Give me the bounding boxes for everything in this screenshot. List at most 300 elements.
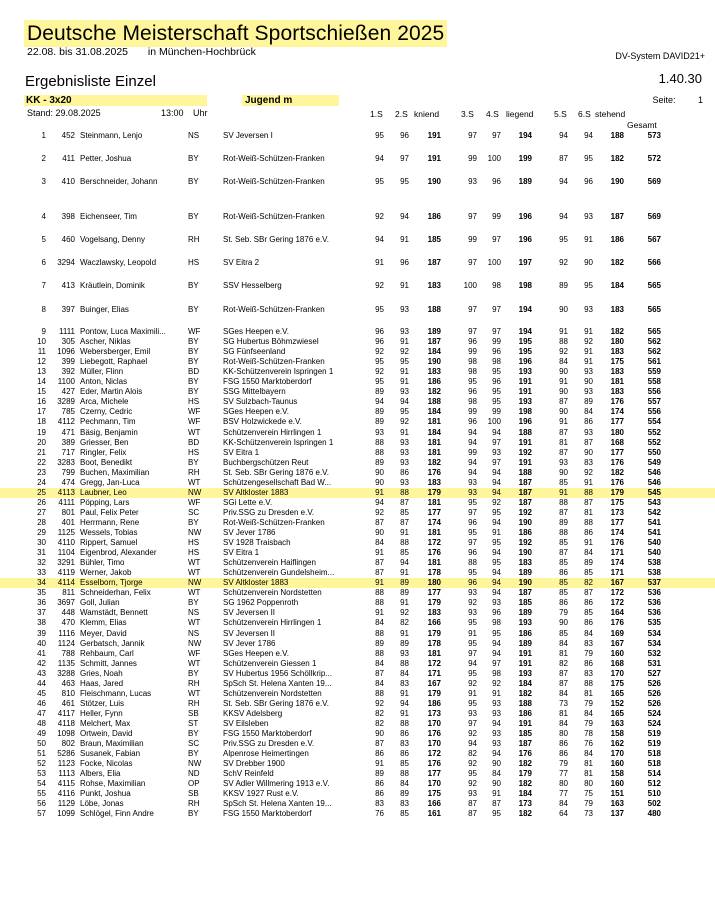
score-cell: 165 [610,688,624,698]
col-header-gesamt: Gesamt [627,120,657,130]
score-cell: 82 [468,749,477,759]
score-cell: 94 [468,427,477,437]
name-cell: Schneiderhan, Felix [80,588,151,598]
club-cell: SchV Reinfeld [223,769,274,779]
score-cell: 569 [647,212,661,221]
state-cell: BY [188,457,199,467]
score-cell: 177 [427,769,441,779]
score-cell: 186 [427,212,441,221]
score-cell: 94 [468,739,477,749]
score-cell: 177 [610,517,624,527]
score-cell: 75 [584,789,593,799]
table-row [0,488,715,498]
rank-cell: 54 [37,779,46,789]
score-cell: 87 [375,558,384,568]
score-cell: 88 [400,718,409,728]
score-cell: 91 [468,688,477,698]
score-cell: 94 [492,578,501,588]
score-cell: 97 [400,154,409,163]
score-cell: 92 [584,467,593,477]
score-cell: 92 [400,608,409,618]
start-number-cell: 802 [61,739,75,749]
start-number-cell: 3283 [57,457,75,467]
score-cell: 97 [492,437,501,447]
table-row [0,598,715,608]
start-number-cell: 1098 [57,729,75,738]
rank-cell: 11 [37,347,46,357]
rank-cell: 13 [37,367,46,377]
score-cell: 192 [518,447,532,457]
name-cell: Susanek, Fabian [80,749,141,759]
state-cell: SB [188,708,199,718]
state-cell: BY [188,347,199,357]
score-cell: 172 [427,658,441,668]
score-cell: 185 [518,598,532,608]
score-cell: 92 [375,507,384,517]
score-cell: 94 [492,467,501,477]
score-cell: 161 [427,809,441,819]
score-cell: 190 [518,548,532,558]
score-cell: 93 [492,739,501,749]
score-cell: 540 [647,538,661,548]
score-cell: 181 [427,558,441,568]
state-cell: HS [188,258,200,267]
score-cell: 182 [518,688,532,698]
score-cell: 84 [584,628,593,638]
score-cell: 94 [559,212,568,221]
rank-cell: 27 [37,507,46,517]
score-cell: 167 [610,578,624,588]
score-cell: 171 [610,568,624,578]
score-cell: 91 [492,688,501,698]
score-cell: 137 [610,809,624,819]
score-cell: 84 [584,708,593,718]
score-cell: 182 [518,809,532,819]
start-number-cell: 801 [61,507,75,517]
score-cell: 171 [610,548,624,558]
start-number-cell: 470 [61,618,75,628]
score-cell: 91 [375,548,384,558]
score-cell: 480 [647,809,661,819]
table-row [0,212,715,222]
score-cell: 94 [584,131,593,140]
score-cell: 512 [647,779,661,789]
name-cell: Meyer, David [80,628,127,638]
score-cell: 99 [468,447,477,457]
score-cell: 192 [518,538,532,548]
state-cell: BY [188,809,199,819]
name-cell: Schlögel, Finn Andre [80,809,154,819]
score-cell: 190 [610,177,624,186]
club-cell: St. Seb. SBr Gering 1876 e.V. [223,698,329,708]
score-cell: 86 [584,658,593,668]
score-cell: 85 [559,477,568,487]
score-cell: 93 [584,427,593,437]
club-cell: Schützenverein Hirrlingen 1 [223,427,322,437]
name-cell: Petter, Joshua [80,154,132,163]
score-cell: 189 [518,177,532,186]
start-number-cell: 4119 [57,568,75,578]
name-cell: Klemm, Elias [80,618,127,628]
score-cell: 81 [584,507,593,517]
score-cell: 186 [518,528,532,537]
rank-cell: 35 [37,588,46,598]
score-cell: 546 [647,477,661,487]
score-cell: 188 [427,397,441,407]
score-cell: 94 [400,558,409,568]
score-cell: 93 [400,327,409,336]
score-cell: 81 [559,437,568,447]
start-number-cell: 3294 [57,258,75,267]
score-cell: 170 [427,739,441,749]
score-cell: 91 [375,258,384,267]
name-cell: Griesser, Ben [80,437,129,447]
rank-cell: 42 [37,658,46,668]
score-cell: 88 [559,497,568,507]
club-cell: St. Seb. SBr Gering 1876 e.V. [223,467,329,477]
score-cell: 187 [518,739,532,749]
score-cell: 91 [375,608,384,618]
name-cell: Melchert, Max [80,718,131,728]
name-cell: Vogelsang, Denny [80,235,145,244]
score-cell: 198 [518,281,532,290]
score-cell: 94 [492,588,501,598]
event-dates: 22.08. bis 31.08.2025 [27,46,129,58]
score-cell: 79 [584,799,593,809]
score-cell: 181 [427,447,441,457]
start-number-cell: 1135 [57,658,75,668]
score-cell: 188 [518,427,532,437]
score-cell: 185 [518,729,532,738]
state-cell: RH [188,235,200,244]
score-cell: 82 [559,658,568,668]
name-cell: Pontow, Luca Maximili... [80,327,166,336]
table-row [0,154,715,164]
table-row [0,518,715,528]
table-row [0,809,715,819]
score-cell: 196 [518,212,532,221]
score-cell: 189 [518,638,532,648]
score-cell: 95 [492,387,501,397]
score-cell: 94 [492,648,501,658]
rank-cell: 43 [37,668,46,678]
score-cell: 184 [610,281,624,290]
score-cell: 91 [375,487,384,497]
stand-date: 29.08.2025 [55,108,101,118]
score-cell: 88 [584,517,593,527]
start-number-cell: 474 [61,477,75,487]
score-cell: 94 [492,487,501,497]
score-cell: 524 [647,708,661,718]
score-cell: 183 [427,367,441,377]
score-cell: 83 [584,638,593,648]
name-cell: Paul, Felix Peter [80,507,139,517]
score-cell: 86 [400,749,409,759]
score-cell: 183 [610,305,624,314]
table-row [0,789,715,799]
score-cell: 174 [610,558,624,568]
score-cell: 91 [400,598,409,608]
table-row [0,629,715,639]
club-cell: SGi Lette e.V. [223,497,273,507]
score-cell: 93 [468,708,477,718]
score-cell: 87 [375,739,384,749]
table-row [0,719,715,729]
rank-cell: 57 [37,809,46,819]
score-cell: 179 [427,688,441,698]
name-cell: Wamstädt, Bennett [80,608,148,618]
score-cell: 95 [468,638,477,648]
score-cell: 87 [375,568,384,578]
score-cell: 84 [375,538,384,548]
start-number-cell: 461 [61,698,75,708]
name-cell: Herrmann, Rene [80,517,140,527]
score-cell: 84 [559,638,568,648]
score-cell: 81 [559,648,568,658]
score-cell: 95 [375,177,384,186]
score-cell: 536 [647,588,661,598]
score-cell: 168 [610,658,624,668]
name-cell: Eichenseer, Tim [80,212,137,221]
club-cell: SV Altkloster 1883 [223,578,289,588]
score-cell: 559 [647,367,661,377]
table-row [0,729,715,739]
rank-cell: 28 [37,517,46,527]
score-cell: 93 [492,447,501,457]
score-cell: 191 [518,658,532,668]
rank-cell: 52 [37,759,46,769]
score-cell: 92 [492,497,501,507]
score-cell: 538 [647,568,661,578]
rank-cell: 32 [37,558,46,568]
club-cell: Rot-Weiß-Schützen-Franken [223,357,325,367]
score-cell: 83 [400,799,409,809]
start-number-cell: 1129 [57,799,75,809]
rank-cell: 24 [37,477,46,487]
table-row [0,357,715,367]
table-row [0,448,715,458]
start-number-cell: 810 [61,688,75,698]
class-text: Jugend m [245,95,293,106]
score-cell: 170 [610,749,624,759]
score-cell: 510 [647,789,661,799]
table-row [0,327,715,337]
table-row [0,588,715,598]
score-cell: 183 [427,281,441,290]
score-cell: 94 [468,457,477,467]
score-cell: 84 [584,749,593,759]
score-cell: 561 [647,357,661,367]
score-cell: 192 [518,507,532,517]
score-cell: 181 [427,417,441,427]
score-cell: 549 [647,457,661,467]
score-cell: 86 [559,568,568,578]
name-cell: Ortwein, David [80,729,133,738]
score-cell: 186 [518,628,532,638]
score-cell: 91 [584,327,593,336]
score-cell: 92 [400,417,409,427]
score-cell: 188 [427,305,441,314]
score-cell: 92 [468,729,477,738]
score-cell: 99 [492,407,501,417]
name-cell: Buchen, Maximilian [80,467,150,477]
rank-cell: 37 [37,608,46,618]
score-cell: 100 [463,281,477,290]
stand-unit: Uhr [193,108,208,118]
rank-cell: 23 [37,467,46,477]
score-cell: 180 [610,337,624,347]
score-cell: 88 [375,588,384,598]
score-cell: 87 [468,799,477,809]
score-cell: 93 [400,387,409,397]
state-cell: WT [188,568,201,578]
score-cell: 176 [610,477,624,487]
score-cell: 80 [584,779,593,789]
club-cell: SV Hubertus 1956 Schöllkrip... [223,668,332,678]
score-cell: 85 [559,558,568,568]
score-cell: 85 [400,759,409,769]
state-cell: WT [188,688,201,698]
score-cell: 181 [427,497,441,507]
score-cell: 77 [559,789,568,799]
score-cell: 167 [610,638,624,648]
score-cell: 96 [492,177,501,186]
score-cell: 82 [584,578,593,588]
score-cell: 194 [518,305,532,314]
score-cell: 95 [559,235,568,244]
club-cell: Rot-Weiß-Schützen-Franken [223,517,325,527]
col-header-liegend: liegend [506,109,534,119]
score-cell: 170 [427,718,441,728]
table-row [0,397,715,407]
score-cell: 174 [610,528,624,537]
score-cell: 85 [400,548,409,558]
state-cell: BY [188,729,199,738]
start-number-cell: 413 [61,281,75,290]
score-cell: 90 [375,729,384,738]
start-number-cell: 452 [61,131,75,140]
club-cell: Schützenverein Gundelsheim... [223,568,335,578]
table-row [0,689,715,699]
score-cell: 91 [400,377,409,387]
score-cell: 88 [375,447,384,457]
start-number-cell: 463 [61,678,75,688]
club-cell: Alpenrose Heimertingen [223,749,309,759]
name-cell: Gerbatsch, Jannik [80,638,145,648]
table-row [0,428,715,438]
score-cell: 183 [427,477,441,487]
score-cell: 84 [559,688,568,698]
score-cell: 93 [375,427,384,437]
score-cell: 89 [375,769,384,779]
score-cell: 91 [559,327,568,336]
table-row [0,407,715,417]
score-cell: 93 [400,477,409,487]
score-cell: 186 [610,235,624,244]
club-cell: BSV Holzwickede e.V. [223,417,302,427]
score-cell: 518 [647,759,661,769]
rank-cell: 25 [37,487,46,497]
state-cell: WF [188,327,201,336]
score-cell: 177 [427,588,441,598]
score-cell: 85 [400,809,409,819]
score-cell: 85 [400,507,409,517]
score-cell: 91 [400,688,409,698]
score-cell: 179 [427,487,441,497]
score-cell: 184 [427,407,441,417]
state-cell: NS [188,628,200,638]
score-cell: 92 [492,678,501,688]
score-cell: 95 [400,357,409,367]
score-cell: 94 [492,749,501,759]
table-row [0,779,715,789]
score-cell: 175 [610,678,624,688]
score-cell: 160 [610,648,624,658]
club-cell: SV Eitra 1 [223,447,260,457]
name-cell: Esselborn, Tjorge [80,578,143,588]
score-cell: 151 [610,789,624,799]
score-cell: 89 [375,407,384,417]
discipline-text: KK - 3x20 [26,95,72,106]
club-cell: SV 1928 Traisbach [223,538,291,548]
rank-cell: 21 [37,447,46,457]
state-cell: SC [188,507,200,517]
table-row [0,639,715,649]
state-cell: BY [188,177,199,186]
club-cell: Schützenverein Haiflingen [223,558,316,568]
name-cell: Bühler, Timo [80,558,125,568]
score-cell: 95 [492,809,501,819]
score-cell: 195 [518,337,532,347]
score-cell: 88 [375,688,384,698]
club-cell: Priv.SSG zu Dresden e.V. [223,739,315,749]
score-cell: 96 [492,377,501,387]
score-cell: 562 [647,337,661,347]
club-cell: Schützenverein Giessen 1 [223,658,317,668]
score-cell: 91 [559,417,568,427]
state-cell: BD [188,437,200,447]
score-cell: 162 [610,739,624,749]
name-cell: Focke, Nicolas [80,759,133,769]
score-cell: 554 [647,417,661,427]
score-cell: 90 [584,377,593,387]
score-cell: 556 [647,407,661,417]
club-cell: SGes Heepen e.V. [223,648,289,658]
name-cell: Albers, Elia [80,769,121,779]
score-cell: 83 [400,678,409,688]
rank-cell: 40 [37,638,46,648]
score-cell: 184 [427,427,441,437]
score-cell: 91 [584,357,593,367]
table-row [0,769,715,779]
name-cell: Schmitt, Jannes [80,658,137,668]
state-cell: NS [188,131,200,140]
table-row [0,608,715,618]
score-cell: 90 [584,258,593,267]
score-cell: 95 [375,377,384,387]
state-cell: WT [188,558,201,568]
score-cell: 183 [518,558,532,568]
start-number-cell: 4110 [57,538,75,548]
score-cell: 91 [584,477,593,487]
score-cell: 172 [610,588,624,598]
start-number-cell: 460 [61,235,75,244]
score-cell: 95 [468,618,477,628]
score-cell: 90 [492,779,501,789]
state-cell: SB [188,789,199,799]
score-cell: 93 [559,457,568,467]
col-header-s1: 1.S [370,109,383,119]
